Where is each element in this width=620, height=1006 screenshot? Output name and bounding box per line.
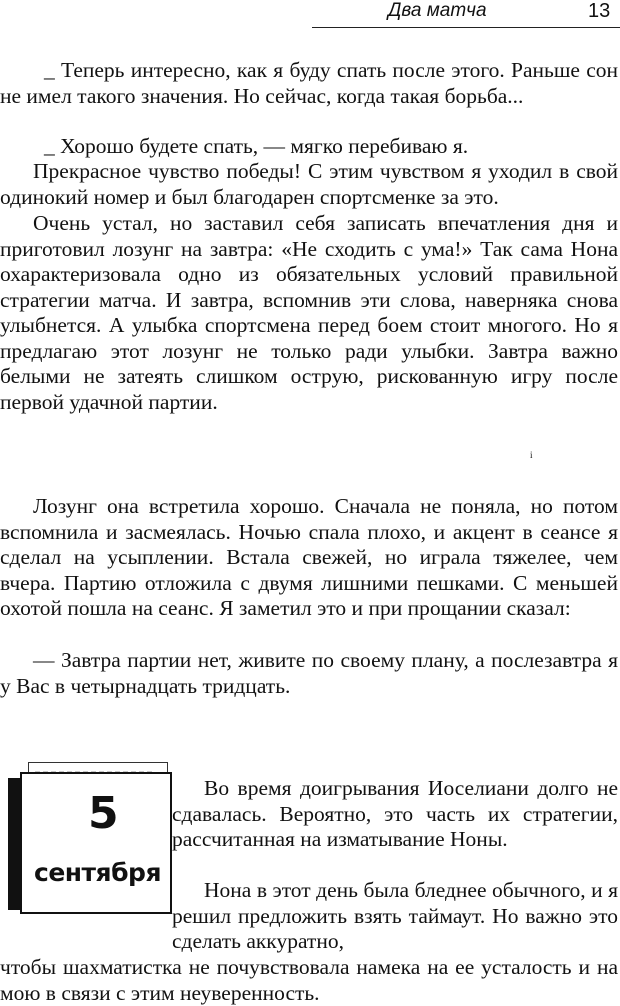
running-title: Два матча: [388, 0, 487, 21]
calendar-date-graphic: [8, 762, 168, 912]
paragraph-6: — Завтра партии нет, живите по своему плану, а послезавтра я у Вас в четырнадцать тридцать.: [0, 648, 618, 698]
section-paragraph-1: Во время доигрывания Иоселиани долго не сдавалась. Вероятно, это часть их стратегии, рассчитанная на изматывание Ноны.: [172, 776, 618, 851]
page-number: 13: [588, 0, 611, 22]
paragraph-5: Лозунг она встретила хорошо. Сначала не поняла, но потом вспомнила и засмеялась. Ночью спала плохо, и акцент в сеансе я сделал на усыплении. Встала свежей, но играла тяжелее, чем вчера. Партию отложила с двумя лишними пешками. С меньшей охотой пошла на сеанс. Я заметил это и при прощании сказал:: [0, 494, 618, 620]
calendar-day: 5: [88, 788, 119, 839]
header-rule: [312, 27, 620, 28]
section-paragraph-2-continued: чтобы шахматистка не почувствовала намека на ее усталость и на мою в связи с этим неуверенность.: [0, 955, 618, 1005]
calendar-month: сентября: [34, 858, 161, 887]
paragraph-4: Очень устал, но заставил себя записать впечатления дня и приготовил лозунг на завтра: «Не сходить с ума!» Так сама Нона охарактеризовала одно из обязательных условий правильной стратегии матча. И завтра, вспомнив эти слова, наверняка снова улыбнется. А улыбка спортсмена перед боем стоит многого. Но я предлагаю этот лозунг не только ради улыбки. Завтра важно белыми не затеять слишком острую, рискованную игру после первой удачной партии.: [0, 211, 618, 414]
paragraph-1: _ Теперь интересно, как я буду спать после этого. Раньше сон не имел такого значения. Но сейчас, когда такая борьба...: [0, 58, 618, 108]
stray-mark: i: [530, 450, 533, 460]
calendar-card: [20, 772, 172, 914]
section-paragraph-2-side: Нона в этот день была бледнее обычного, и я решил предложить взять таймаут. Но важно это сделать аккуратно,: [172, 878, 618, 953]
paragraph-3: Прекрасное чувство победы! С этим чувством я уходил в свой одинокий номер и был благодарен спортсменке за это.: [0, 159, 618, 209]
paragraph-2: _ Хорошо будете спать, — мягко перебиваю я.: [44, 134, 469, 158]
